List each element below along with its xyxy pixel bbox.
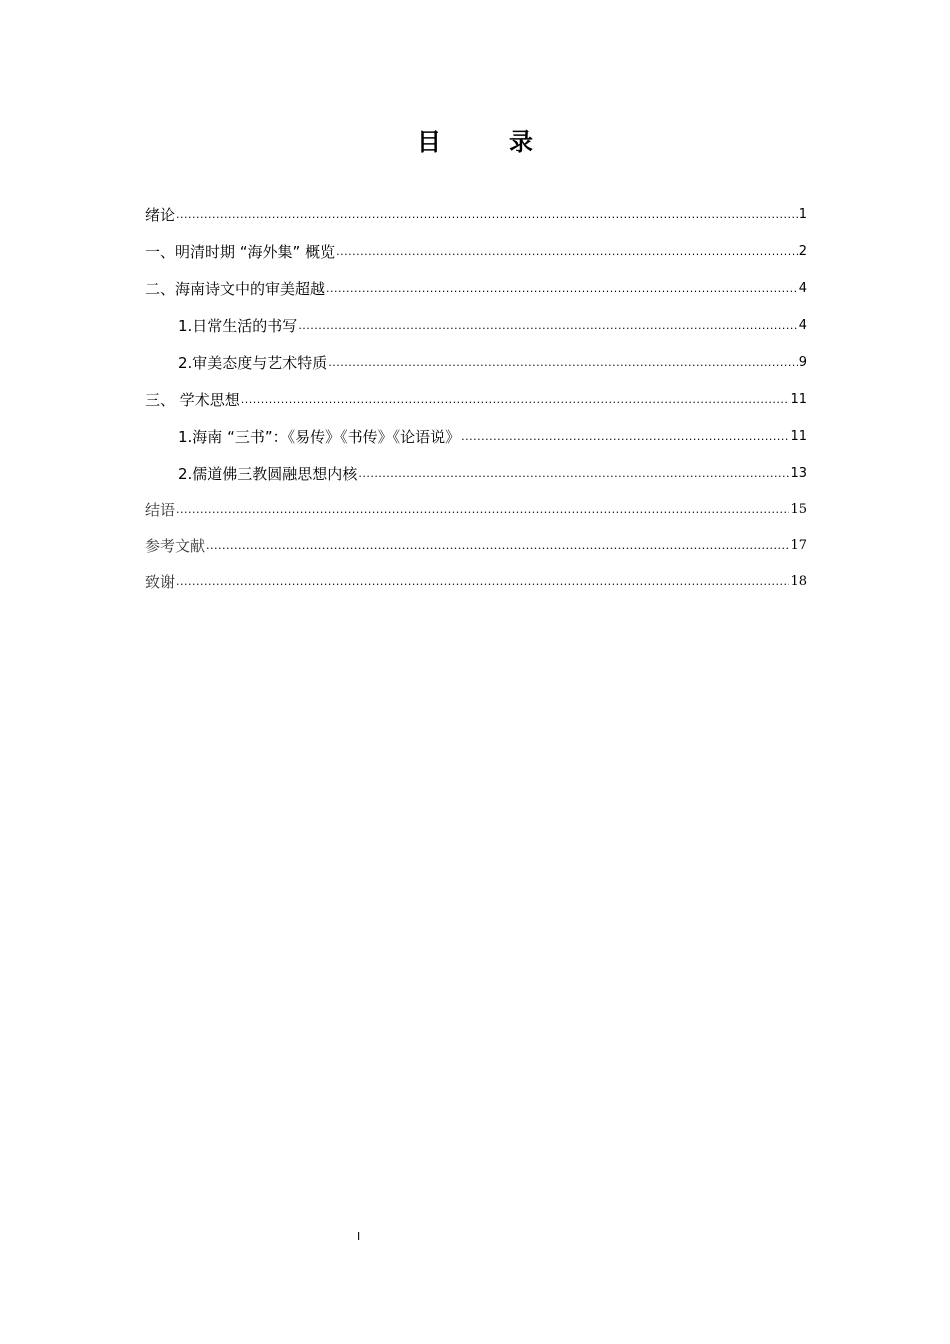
toc-entry-section-3-2[interactable] — [145, 447, 807, 484]
toc-entry-references[interactable] — [145, 520, 807, 556]
toc-dot-leader — [326, 282, 798, 296]
toc-dot-leader — [328, 356, 797, 370]
toc-dot-leader — [336, 245, 798, 259]
toc-entry-section-2-2[interactable] — [145, 336, 807, 373]
toc-page-number: 2 — [798, 244, 807, 259]
toc-dot-leader — [241, 393, 790, 407]
toc-entry-label: 绪论 — [145, 206, 176, 224]
footer-page-number: I — [357, 1230, 361, 1243]
toc-page-number: 13 — [790, 466, 807, 481]
toc-entry-label: 1.日常生活的书写 — [178, 317, 298, 335]
toc-entry-label: 结语 — [145, 501, 176, 519]
toc-dot-leader — [176, 208, 798, 222]
toc-entry-conclusion[interactable] — [145, 484, 807, 520]
toc-page-number: 1 — [798, 207, 807, 222]
toc-entry-label: 2.儒道佛三教圆融思想内核 — [178, 465, 358, 483]
toc-entry-chapter-1[interactable] — [145, 225, 807, 262]
page-title: 目 录 — [417, 128, 555, 156]
toc-entry-chapter-3[interactable] — [145, 373, 807, 410]
toc-entry-chapter-2[interactable] — [145, 262, 807, 299]
toc-page-number: 11 — [790, 429, 807, 444]
toc-page-number: 17 — [790, 538, 807, 553]
toc-page-number: 18 — [790, 574, 807, 589]
toc-entry-section-3-1[interactable] — [145, 410, 807, 447]
toc-page-number: 11 — [790, 392, 807, 407]
toc-entry-label: 致谢 — [145, 573, 176, 591]
toc-dot-leader — [176, 503, 789, 517]
toc-dot-leader — [206, 539, 789, 553]
toc-entry-label: 1.海南 “三书”：《易传》《书传》《论语说》 — [178, 428, 461, 446]
toc-dot-leader — [358, 467, 789, 481]
toc-dot-leader — [176, 575, 789, 589]
toc-page-number: 9 — [798, 355, 807, 370]
toc-page-number: 15 — [790, 502, 807, 517]
table-of-contents — [145, 188, 807, 592]
toc-entry-acknowledgements[interactable] — [145, 556, 807, 592]
toc-entry-label: 二、海南诗文中的审美超越 — [145, 280, 326, 298]
toc-entry-introduction[interactable] — [145, 188, 807, 225]
toc-dot-leader — [298, 319, 797, 333]
toc-entry-label: 三、 学术思想 — [145, 391, 240, 409]
toc-entry-label: 2.审美态度与艺术特质 — [178, 354, 328, 372]
toc-dot-leader — [461, 430, 789, 444]
toc-entry-label: 参考文献 — [145, 537, 206, 555]
toc-page-number: 4 — [798, 281, 807, 296]
toc-entry-section-2-1[interactable] — [145, 299, 807, 336]
toc-page-number: 4 — [798, 318, 807, 333]
toc-entry-label: 一、明清时期 “海外集” 概览 — [145, 243, 336, 261]
